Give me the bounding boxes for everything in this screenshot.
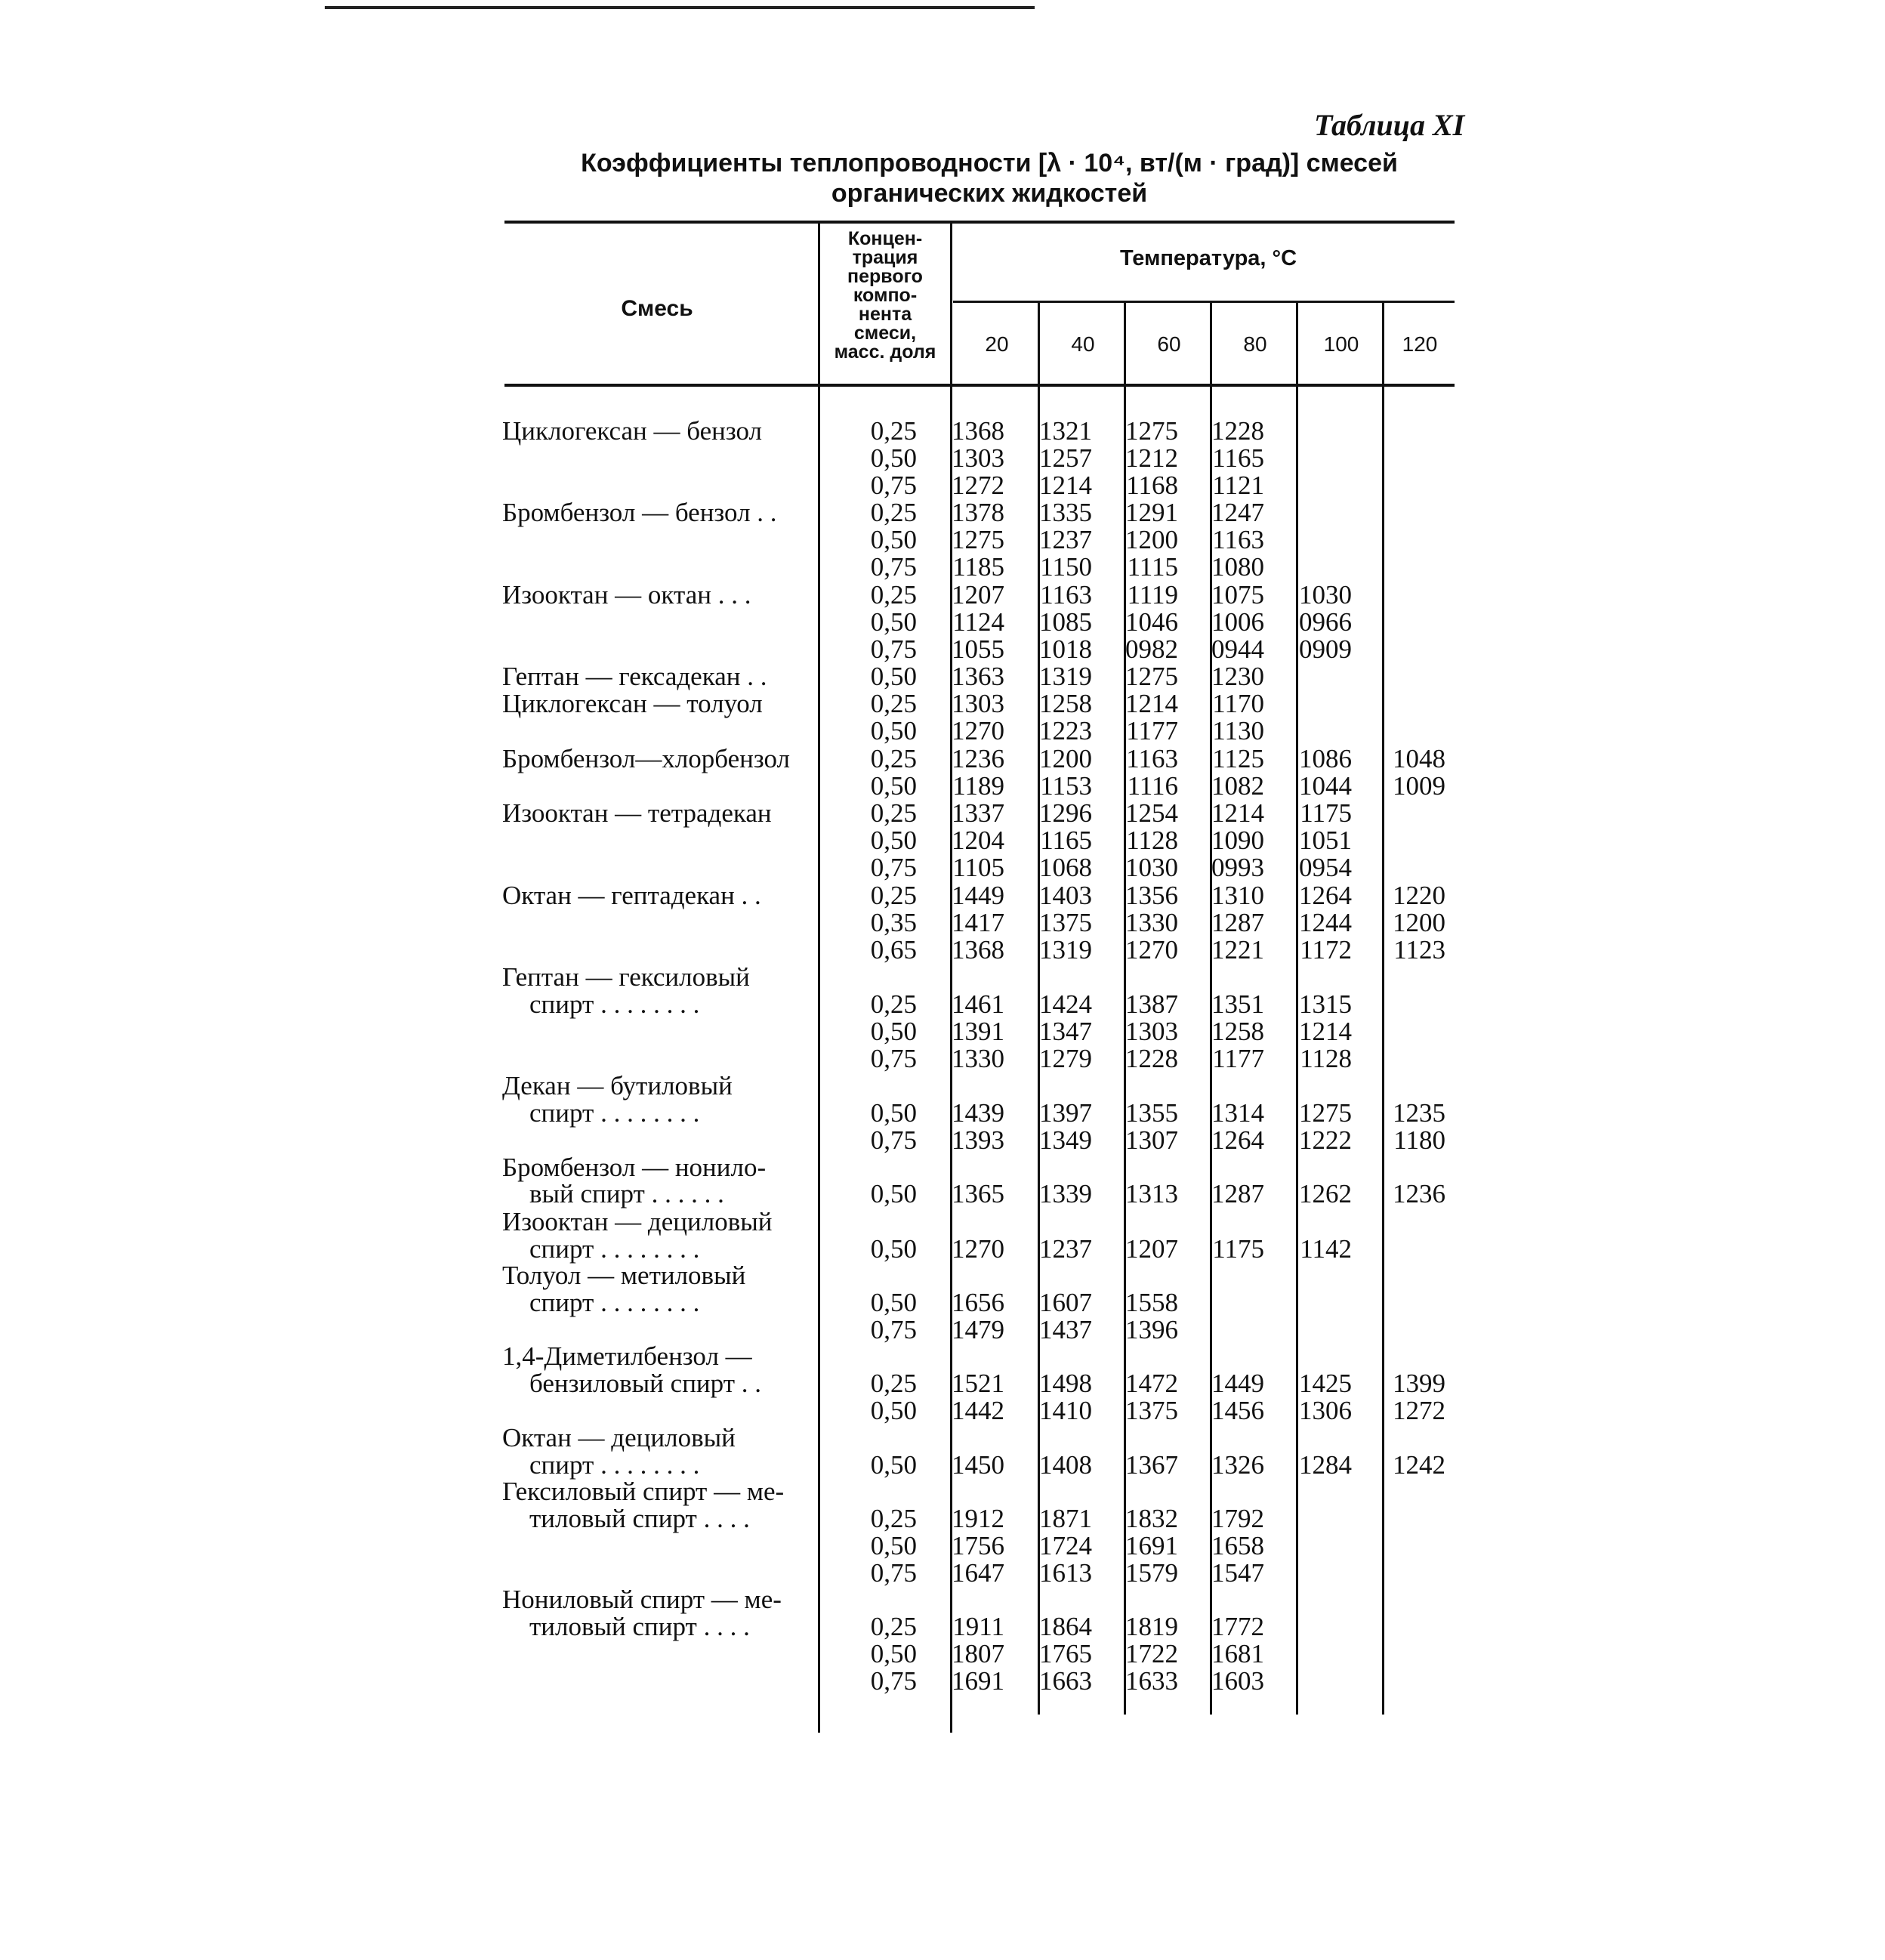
value-cell: 1220 [1393, 881, 1445, 910]
value-cell: 1048 [1393, 744, 1445, 773]
value-cell: 1165 [1212, 443, 1264, 473]
mixture-name: спирт . . . . . . . . [529, 1234, 700, 1264]
value-cell: 1399 [1393, 1369, 1445, 1398]
value-cell: 1603 [1211, 1666, 1264, 1696]
value-cell: 1189 [952, 771, 1004, 801]
concentration-cell: 0,25 [870, 1369, 917, 1398]
header-temp-100: 100 [1323, 332, 1359, 356]
value-cell: 1330 [952, 1044, 1004, 1073]
value-cell: 1257 [1039, 443, 1092, 473]
value-cell: 1691 [952, 1666, 1004, 1696]
conc-line: масс. доля [834, 341, 936, 363]
mixture-name: тиловый спирт . . . . [529, 1504, 750, 1533]
value-cell: 1396 [1125, 1315, 1178, 1344]
header-temp-120: 120 [1402, 332, 1438, 356]
value-cell: 1180 [1393, 1125, 1445, 1155]
value-cell: 1175 [1300, 798, 1352, 828]
value-cell: 1450 [952, 1450, 1004, 1480]
value-cell: 1303 [952, 443, 1004, 473]
value-cell: 1254 [1125, 798, 1178, 828]
value-cell: 1417 [952, 908, 1004, 937]
value-cell: 1363 [952, 662, 1004, 691]
value-cell: 1864 [1039, 1612, 1092, 1641]
value-cell: 1442 [952, 1396, 1004, 1425]
mixture-name: Декан — бутиловый [502, 1071, 733, 1100]
value-cell: 1230 [1211, 662, 1264, 691]
concentration-cell: 0,75 [870, 1044, 917, 1073]
value-cell: 1237 [1039, 1234, 1092, 1264]
value-cell: 1247 [1211, 498, 1264, 527]
value-cell: 1200 [1125, 525, 1178, 554]
value-cell: 1185 [952, 552, 1004, 582]
value-cell: 1306 [1299, 1396, 1352, 1425]
value-cell: 1656 [952, 1288, 1004, 1317]
value-cell: 1177 [1126, 716, 1178, 745]
value-cell: 1200 [1393, 908, 1445, 937]
value-cell: 1068 [1039, 853, 1092, 882]
header-concentration [822, 230, 949, 362]
conc-line: смеси, [853, 323, 917, 344]
value-cell: 1912 [952, 1504, 1004, 1533]
header-temperature: Температура, °С [1119, 246, 1297, 270]
concentration-cell: 0,25 [870, 744, 917, 773]
mixture-name: Бромбензол — нонило- [502, 1153, 767, 1182]
value-cell: 1163 [1126, 744, 1178, 773]
value-cell: 1393 [952, 1125, 1004, 1155]
value-cell: 1296 [1039, 798, 1092, 828]
concentration-cell: 0,50 [870, 1531, 917, 1560]
conc-line: трация [852, 247, 918, 268]
value-cell: 1368 [952, 416, 1004, 446]
value-cell: 1355 [1125, 1098, 1178, 1128]
value-cell: 1724 [1039, 1531, 1092, 1560]
title-line-2: органических жидкостей [831, 179, 1148, 208]
concentration-cell: 0,75 [870, 552, 917, 582]
mixture-name: Изооктан — дециловый [502, 1207, 773, 1236]
value-cell: 1408 [1039, 1450, 1092, 1480]
value-cell: 1351 [1211, 989, 1264, 1019]
temperature-subrule [953, 301, 1455, 303]
concentration-cell: 0,50 [870, 1098, 917, 1128]
value-cell: 1223 [1039, 716, 1092, 745]
value-cell: 1772 [1211, 1612, 1264, 1641]
concentration-cell: 0,25 [870, 689, 917, 718]
value-cell: 1337 [952, 798, 1004, 828]
top-scan-line [325, 6, 1035, 9]
value-cell: 1691 [1125, 1531, 1178, 1560]
value-cell: 1832 [1125, 1504, 1178, 1533]
concentration-cell: 0,35 [870, 908, 917, 937]
concentration-cell: 0,75 [870, 1558, 917, 1588]
concentration-cell: 0,25 [870, 989, 917, 1019]
value-cell: 0993 [1211, 853, 1264, 882]
concentration-cell: 0,75 [870, 1125, 917, 1155]
value-cell: 1303 [1125, 1017, 1178, 1046]
value-cell: 1150 [1040, 552, 1092, 582]
value-cell: 1449 [1211, 1369, 1264, 1398]
value-cell: 1262 [1299, 1179, 1352, 1208]
concentration-cell: 0,25 [870, 416, 917, 446]
value-cell: 1258 [1211, 1017, 1264, 1046]
conc-line: компо- [853, 285, 918, 306]
concentration-cell: 0,50 [870, 826, 917, 855]
header-temp-60: 60 [1157, 332, 1181, 356]
concentration-cell: 0,65 [870, 935, 917, 965]
value-cell: 1080 [1211, 552, 1264, 582]
conc-line: Концен- [847, 228, 923, 249]
value-cell: 1163 [1212, 525, 1264, 554]
value-cell: 1214 [1299, 1017, 1352, 1046]
value-cell: 1319 [1039, 662, 1092, 691]
value-cell: 1272 [952, 471, 1004, 500]
table-title [498, 148, 1480, 208]
value-cell: 1264 [1299, 881, 1352, 910]
value-cell: 1116 [1127, 771, 1178, 801]
value-cell: 1264 [1211, 1125, 1264, 1155]
value-cell: 1235 [1393, 1098, 1445, 1128]
concentration-cell: 0,50 [870, 1450, 917, 1480]
value-cell: 1207 [952, 580, 1004, 610]
value-cell: 1125 [1212, 744, 1264, 773]
value-cell: 1119 [1127, 580, 1178, 610]
value-cell: 1375 [1039, 908, 1092, 937]
value-cell: 1291 [1125, 498, 1178, 527]
value-cell: 1170 [1212, 689, 1264, 718]
concentration-cell: 0,50 [870, 716, 917, 745]
value-cell: 1275 [952, 525, 1004, 554]
value-cell: 1403 [1039, 881, 1092, 910]
value-cell: 1792 [1211, 1504, 1264, 1533]
mixture-name: вый спирт . . . . . . [529, 1179, 724, 1208]
value-cell: 1275 [1299, 1098, 1352, 1128]
value-cell: 1172 [1300, 935, 1352, 965]
value-cell: 1456 [1211, 1396, 1264, 1425]
value-cell: 1658 [1211, 1531, 1264, 1560]
value-cell: 1085 [1039, 607, 1092, 637]
value-cell: 1214 [1039, 471, 1092, 500]
value-cell: 1030 [1125, 853, 1178, 882]
concentration-cell: 0,75 [870, 1315, 917, 1344]
value-cell: 1287 [1211, 1179, 1264, 1208]
concentration-cell: 0,50 [870, 771, 917, 801]
value-cell: 1647 [952, 1558, 1004, 1588]
header-top-rule [504, 221, 1455, 224]
value-cell: 1006 [1211, 607, 1264, 637]
value-cell: 0982 [1125, 634, 1178, 664]
mixture-name: Циклогексан — бензол [502, 416, 763, 446]
concentration-cell: 0,25 [870, 798, 917, 828]
value-cell: 1244 [1299, 908, 1352, 937]
value-cell: 1242 [1393, 1450, 1445, 1480]
value-cell: 1153 [1040, 771, 1092, 801]
value-cell: 1142 [1300, 1234, 1352, 1264]
concentration-cell: 0,50 [870, 607, 917, 637]
value-cell: 1461 [952, 989, 1004, 1019]
value-cell: 1237 [1039, 525, 1092, 554]
value-cell: 1479 [952, 1315, 1004, 1344]
value-cell: 1579 [1125, 1558, 1178, 1588]
value-cell: 1521 [952, 1369, 1004, 1398]
value-cell: 1391 [952, 1017, 1004, 1046]
concentration-cell: 0,25 [870, 1504, 917, 1533]
value-cell: 1330 [1125, 908, 1178, 937]
concentration-cell: 0,50 [870, 1017, 917, 1046]
concentration-cell: 0,50 [870, 1396, 917, 1425]
value-cell: 1368 [952, 935, 1004, 965]
value-cell: 1314 [1211, 1098, 1264, 1128]
value-cell: 1347 [1039, 1017, 1092, 1046]
value-cell: 1765 [1039, 1639, 1092, 1668]
value-cell: 1339 [1039, 1179, 1092, 1208]
value-cell: 1807 [952, 1639, 1004, 1668]
mixture-name: Гептан — гексиловый [502, 962, 750, 992]
mixture-name: бензиловый спирт . . [529, 1369, 761, 1398]
value-cell: 1607 [1039, 1288, 1092, 1317]
value-cell: 1130 [1212, 716, 1264, 745]
value-cell: 1124 [952, 607, 1004, 637]
value-cell: 1633 [1125, 1666, 1178, 1696]
value-cell: 1498 [1039, 1369, 1092, 1398]
value-cell: 1222 [1299, 1125, 1352, 1155]
value-cell: 1321 [1039, 416, 1092, 446]
value-cell: 1168 [1126, 471, 1178, 500]
value-cell: 1310 [1211, 881, 1264, 910]
value-cell: 1449 [952, 881, 1004, 910]
value-cell: 1681 [1211, 1639, 1264, 1668]
concentration-cell: 0,25 [870, 580, 917, 610]
value-cell: 1075 [1211, 580, 1264, 610]
value-cell: 1547 [1211, 1558, 1264, 1588]
value-cell: 1424 [1039, 989, 1092, 1019]
header-temp-80: 80 [1243, 332, 1267, 356]
mixture-name: Октан — дециловый [502, 1423, 736, 1452]
header-mixture: Смесь [621, 296, 693, 321]
value-cell: 1123 [1393, 935, 1445, 965]
value-cell: 1082 [1211, 771, 1264, 801]
value-cell: 1819 [1125, 1612, 1178, 1641]
mixture-name: Циклогексан — толуол [502, 689, 763, 718]
concentration-cell: 0,75 [870, 853, 917, 882]
table-number: Таблица XI [1314, 108, 1465, 142]
mixture-name: тиловый спирт . . . . [529, 1612, 750, 1641]
value-cell: 1378 [952, 498, 1004, 527]
value-cell: 1128 [1126, 826, 1178, 855]
concentration-cell: 0,50 [870, 1639, 917, 1668]
value-cell: 1270 [952, 1234, 1004, 1264]
value-cell: 1307 [1125, 1125, 1178, 1155]
concentration-cell: 0,75 [870, 634, 917, 664]
value-cell: 0954 [1299, 853, 1352, 882]
value-cell: 1335 [1039, 498, 1092, 527]
value-cell: 1177 [1212, 1044, 1264, 1073]
concentration-cell: 0,25 [870, 881, 917, 910]
mixture-name: Толуол — метиловый [502, 1261, 746, 1290]
concentration-cell: 0,25 [870, 1612, 917, 1641]
value-cell: 1410 [1039, 1396, 1092, 1425]
value-cell: 1018 [1039, 634, 1092, 664]
value-cell: 1275 [1125, 662, 1178, 691]
value-cell: 1055 [952, 634, 1004, 664]
value-cell: 1387 [1125, 989, 1178, 1019]
value-cell: 1303 [952, 689, 1004, 718]
value-cell: 1105 [952, 853, 1004, 882]
concentration-cell: 0,50 [870, 662, 917, 691]
mixture-name: спирт . . . . . . . . [529, 989, 700, 1019]
value-cell: 1365 [952, 1179, 1004, 1208]
value-cell: 1472 [1125, 1369, 1178, 1398]
value-cell: 0944 [1211, 634, 1264, 664]
value-cell: 1871 [1039, 1504, 1092, 1533]
value-cell: 1121 [1212, 471, 1264, 500]
value-cell: 1313 [1125, 1179, 1178, 1208]
mixture-name: Изооктан — октан . . . [502, 580, 751, 610]
title-line-1: Коэффициенты теплопроводности [λ · 10⁴, вт/(м · град)] смесей [581, 149, 1398, 177]
column-divider [1382, 302, 1384, 1715]
mixture-name: Гексиловый спирт — ме- [502, 1477, 785, 1506]
header-temp-40: 40 [1071, 332, 1095, 356]
value-cell: 1212 [1125, 443, 1178, 473]
value-cell: 1397 [1039, 1098, 1092, 1128]
concentration-cell: 0,50 [870, 525, 917, 554]
value-cell: 1663 [1039, 1666, 1092, 1696]
value-cell: 1558 [1125, 1288, 1178, 1317]
value-cell: 1439 [952, 1098, 1004, 1128]
value-cell: 1270 [1125, 935, 1178, 965]
value-cell: 1275 [1125, 416, 1178, 446]
mixture-name: Бромбензол — бензол . . [502, 498, 777, 527]
value-cell: 1009 [1393, 771, 1445, 801]
header-bottom-rule [504, 384, 1455, 387]
concentration-cell: 0,50 [870, 1234, 917, 1264]
value-cell: 1236 [952, 744, 1004, 773]
value-cell: 1163 [1040, 580, 1092, 610]
concentration-cell: 0,25 [870, 498, 917, 527]
value-cell: 0966 [1299, 607, 1352, 637]
mixture-name: Гептан — гексадекан . . [502, 662, 767, 691]
value-cell: 1367 [1125, 1450, 1178, 1480]
value-cell: 1258 [1039, 689, 1092, 718]
value-cell: 1214 [1125, 689, 1178, 718]
value-cell: 1272 [1393, 1396, 1445, 1425]
value-cell: 1221 [1211, 935, 1264, 965]
value-cell: 1128 [1300, 1044, 1352, 1073]
value-cell: 1756 [952, 1531, 1004, 1560]
value-cell: 1349 [1039, 1125, 1092, 1155]
value-cell: 1326 [1211, 1450, 1264, 1480]
concentration-cell: 0,50 [870, 1288, 917, 1317]
column-divider [1296, 302, 1298, 1715]
value-cell: 1115 [1127, 552, 1178, 582]
value-cell: 1204 [952, 826, 1004, 855]
mixture-name: Изооктан — тетрадекан [502, 798, 772, 828]
header-temp-20: 20 [985, 332, 1009, 356]
column-divider [818, 222, 820, 1733]
concentration-cell: 0,50 [870, 443, 917, 473]
value-cell: 1086 [1299, 744, 1352, 773]
value-cell: 1315 [1299, 989, 1352, 1019]
value-cell: 1911 [952, 1612, 1004, 1641]
concentration-cell: 0,50 [870, 1179, 917, 1208]
concentration-cell: 0,75 [870, 471, 917, 500]
value-cell: 1030 [1299, 580, 1352, 610]
value-cell: 1044 [1299, 771, 1352, 801]
value-cell: 1165 [1040, 826, 1092, 855]
value-cell: 1284 [1299, 1450, 1352, 1480]
mixture-name: спирт . . . . . . . . [529, 1450, 700, 1480]
value-cell: 1437 [1039, 1315, 1092, 1344]
value-cell: 1375 [1125, 1396, 1178, 1425]
value-cell: 1207 [1125, 1234, 1178, 1264]
value-cell: 1236 [1393, 1179, 1445, 1208]
mixture-name: Октан — гептадекан . . [502, 881, 761, 910]
value-cell: 1046 [1125, 607, 1178, 637]
mixture-name: 1,4-Диметилбензол — [502, 1341, 752, 1371]
mixture-name: спирт . . . . . . . . [529, 1098, 700, 1128]
mixture-name: Нониловый спирт — ме- [502, 1585, 782, 1614]
value-cell: 1200 [1039, 744, 1092, 773]
value-cell: 1228 [1125, 1044, 1178, 1073]
value-cell: 1425 [1299, 1369, 1352, 1398]
value-cell: 1356 [1125, 881, 1178, 910]
value-cell: 1228 [1211, 416, 1264, 446]
value-cell: 1319 [1039, 935, 1092, 965]
value-cell: 1214 [1211, 798, 1264, 828]
value-cell: 1270 [952, 716, 1004, 745]
value-cell: 1051 [1299, 826, 1352, 855]
value-cell: 1279 [1039, 1044, 1092, 1073]
value-cell: 1090 [1211, 826, 1264, 855]
concentration-cell: 0,75 [870, 1666, 917, 1696]
mixture-name: Бромбензол—хлорбензол [502, 744, 791, 773]
value-cell: 1287 [1211, 908, 1264, 937]
value-cell: 1175 [1212, 1234, 1264, 1264]
mixture-name: спирт . . . . . . . . [529, 1288, 700, 1317]
value-cell: 1722 [1125, 1639, 1178, 1668]
value-cell: 0909 [1299, 634, 1352, 664]
conc-line: нента [858, 304, 912, 325]
value-cell: 1613 [1039, 1558, 1092, 1588]
conc-line: первого [847, 266, 923, 287]
